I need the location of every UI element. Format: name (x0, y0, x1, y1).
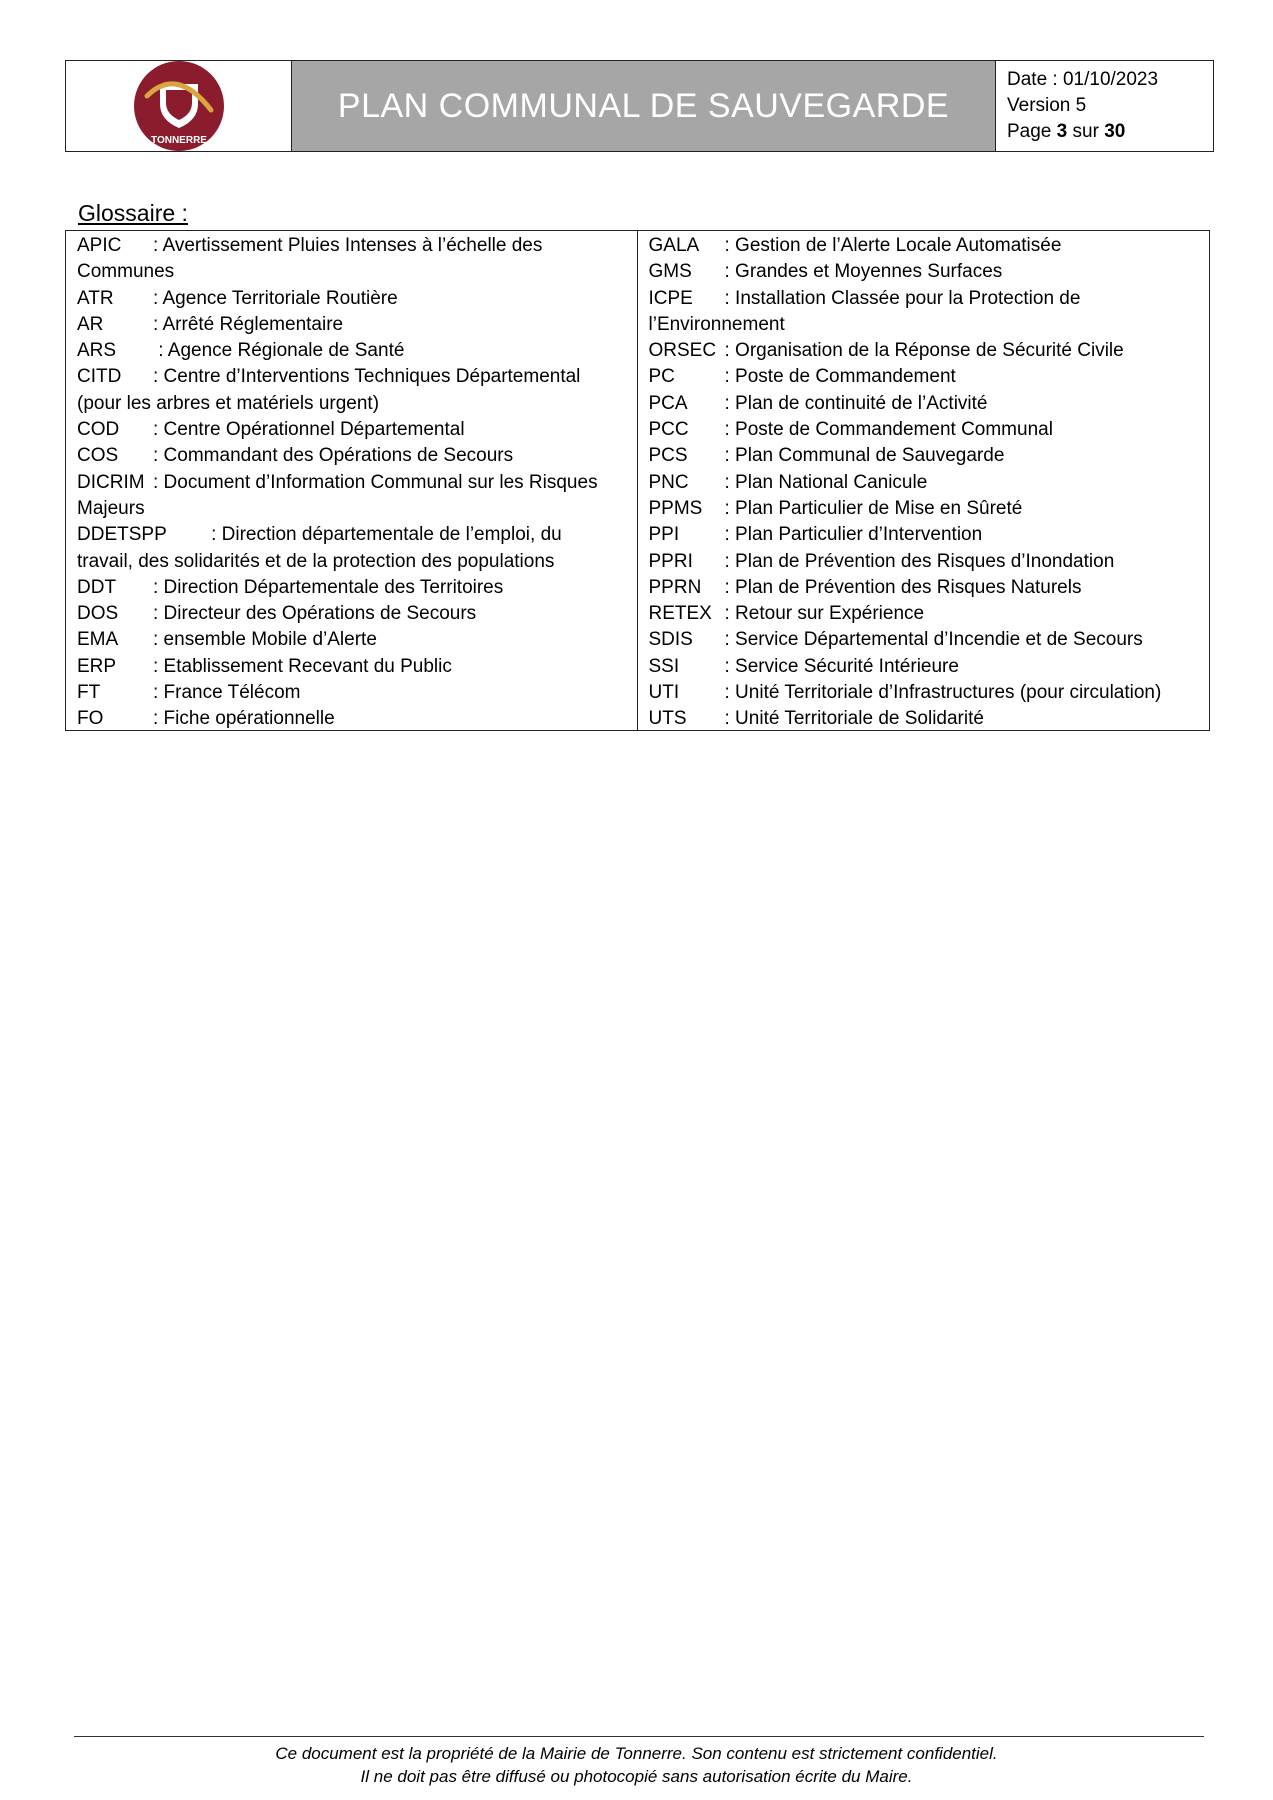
glossary-entry (649, 286, 1200, 312)
glossary-definition: : Commandant des Opérations de Secours (153, 445, 514, 467)
glossary-entry (649, 391, 1200, 417)
page-current: 3 (1056, 121, 1068, 142)
page-sep: sur (1067, 121, 1105, 142)
glossary-entry (649, 601, 1200, 627)
glossary-abbr: SDIS (648, 629, 693, 651)
glossary-definition-continuation: l’Environnement (648, 313, 785, 335)
glossary-definition: : Service Sécurité Intérieure (724, 655, 959, 677)
glossary-abbr: ICPE (648, 287, 693, 309)
glossary-definition: : Arrêté Réglementaire (153, 313, 344, 335)
glossary-entry (649, 364, 1200, 390)
glossary-abbr: GALA (648, 235, 700, 256)
glossary-entry (77, 312, 627, 338)
glossary-entry (649, 417, 1200, 443)
glossary-abbr: PCA (648, 392, 688, 414)
glossary-abbr: SSI (648, 655, 680, 677)
glossary-abbr: UTI (648, 682, 680, 704)
glossary-entry (77, 601, 627, 627)
glossary-right-column (638, 231, 1210, 730)
glossary-entry (649, 233, 1200, 259)
glossary-entry (649, 680, 1200, 706)
footer (0, 1742, 1273, 1788)
glossary-abbr: PNC (648, 471, 689, 493)
glossary-definition: : Agence Territoriale Routière (153, 287, 398, 309)
page-line (1007, 119, 1213, 145)
glossary-definition: : ensemble Mobile d’Alerte (153, 629, 377, 651)
glossary-definition: : Poste de Commandement (724, 366, 956, 388)
glossary-definition: : Avertissement Pluies Intenses à l’échelle des (153, 235, 543, 256)
logo-text: TONNERRE (150, 135, 207, 146)
glossary-abbr: DDT (77, 576, 117, 598)
glossary-abbr: RETEX (648, 603, 712, 625)
glossary-entry (77, 680, 627, 706)
glossary-abbr: DICRIM (77, 471, 145, 493)
glossary-definition: : Plan de Prévention des Risques d’Inondation (724, 550, 1115, 572)
glossary-definition: : France Télécom (153, 682, 301, 704)
glossary-entry (649, 627, 1200, 653)
glossary-entry (77, 338, 627, 364)
glossary-definition: : Poste de Commandement Communal (724, 419, 1053, 441)
glossary-definition-continuation: travail, des solidarités et de la protection des populations (77, 550, 555, 572)
glossary-definition: : Plan Particulier d’Intervention (724, 524, 983, 546)
glossary-abbr: PPRI (648, 550, 693, 572)
glossary-abbr: FT (77, 682, 101, 704)
glossary-definition: : Plan de continuité de l’Activité (724, 392, 988, 414)
glossary-entry (77, 233, 627, 259)
logo-cell (66, 61, 292, 151)
glossary-definition: : Unité Territoriale d’Infrastructures (pour circulation) (724, 682, 1162, 704)
glossary-entry (77, 364, 627, 390)
glossary-abbr: ERP (77, 655, 117, 677)
glossary-definition-continuation: Majeurs (77, 497, 145, 519)
glossary-abbr: EMA (77, 629, 119, 651)
glossary-definition: : Centre d’Interventions Techniques Départemental (153, 366, 581, 388)
glossary-entry (649, 443, 1200, 469)
glossary-entry (77, 286, 627, 312)
glossary-abbr: PCS (648, 445, 688, 467)
glossary-definition: : Service Départemental d’Incendie et de Secours (724, 629, 1143, 651)
glossary-abbr: GMS (648, 261, 692, 283)
glossary-entry (649, 575, 1200, 601)
glossary-definition: : Directeur des Opérations de Secours (153, 603, 477, 625)
glossary-entry (77, 470, 627, 496)
glossary-definition: : Etablissement Recevant du Public (153, 655, 452, 677)
glossary-abbr: PPRN (648, 576, 702, 598)
document-header (65, 60, 1214, 152)
glossary-entry (649, 522, 1200, 548)
glossary-definition: : Plan de Prévention des Risques Naturels (724, 576, 1082, 598)
glossary-entry (77, 443, 627, 469)
glossary-entry (649, 470, 1200, 496)
glossary-entry (649, 654, 1200, 680)
glossary-definition: : Centre Opérationnel Départemental (153, 419, 465, 441)
glossary-definition: : Agence Régionale de Santé (153, 340, 405, 362)
glossary-abbr: DOS (77, 603, 119, 625)
glossary-definition: : Retour sur Expérience (724, 603, 925, 625)
glossary-abbr: PC (648, 366, 675, 388)
glossary-definition: : Unité Territoriale de Solidarité (724, 708, 984, 730)
glossary-entry (77, 654, 627, 680)
glossary-abbr: CITD (77, 366, 122, 388)
glossary-entry (649, 338, 1200, 364)
glossary-entry (649, 706, 1200, 732)
glossary-abbr: PPMS (648, 497, 703, 519)
glossary-abbr: COS (77, 445, 119, 467)
date-line: Date : 01/10/2023 (1007, 69, 1159, 90)
glossary-abbr: ARS (77, 340, 117, 362)
version-line: Version 5 (1007, 95, 1087, 116)
glossary-title: Glossaire : (78, 200, 188, 226)
glossary-entry (77, 575, 627, 601)
glossary-definition: : Grandes et Moyennes Surfaces (724, 261, 1003, 283)
glossary-entry (649, 549, 1200, 575)
footer-divider (74, 1736, 1204, 1737)
page-prefix: Page (1007, 121, 1057, 142)
glossary-abbr: UTS (648, 708, 687, 730)
glossary-abbr: ORSEC (648, 340, 717, 362)
glossary-entry (77, 627, 627, 653)
glossary-definition: : Plan National Canicule (724, 471, 928, 493)
glossary-definition: : Gestion de l’Alerte Locale Automatisée (724, 235, 1062, 256)
glossary-definition: : Plan Particulier de Mise en Sûreté (724, 497, 1023, 519)
glossary-abbr: PPI (648, 524, 680, 546)
glossary-abbr: PCC (648, 419, 689, 441)
page-total: 30 (1104, 121, 1126, 142)
glossary-definition-continuation: (pour les arbres et matériels urgent) (77, 392, 380, 414)
glossary-abbr: ATR (77, 287, 114, 309)
footer-line-2: Il ne doit pas être diffusé ou photocopié sans autorisation écrite du Maire. (360, 1767, 913, 1786)
glossary-definition: : Direction départementale de l’emploi, du (153, 524, 562, 546)
glossary-left-column (66, 231, 638, 730)
document-meta (996, 61, 1213, 151)
tonnerre-logo (133, 60, 225, 152)
glossary-definition: : Fiche opérationnelle (153, 708, 335, 730)
document-title: PLAN COMMUNAL DE SAUVEGARDE (292, 61, 996, 151)
glossary-definition: : Document d’Information Communal sur les Risques (153, 471, 598, 493)
glossary-entry (77, 417, 627, 443)
glossary-abbr: DDETSPP (77, 524, 167, 546)
glossary-abbr: APIC (77, 235, 122, 256)
glossary-abbr: AR (77, 313, 104, 335)
glossary-abbr: COD (77, 419, 120, 441)
glossary-definition: : Organisation de la Réponse de Sécurité Civile (724, 340, 1124, 362)
footer-line-1: Ce document est la propriété de la Mairie de Tonnerre. Son contenu est strictement confidentiel. (275, 1744, 998, 1763)
glossary-definition: : Direction Départementale des Territoires (153, 576, 504, 598)
glossary-table (65, 230, 1210, 731)
glossary-abbr: FO (77, 708, 104, 730)
glossary-definition-continuation: Communes (77, 261, 175, 283)
glossary-entry (649, 259, 1200, 285)
glossary-entry (649, 496, 1200, 522)
glossary-definition: : Installation Classée pour la Protection de (724, 287, 1081, 309)
glossary-definition: : Plan Communal de Sauvegarde (724, 445, 1005, 467)
glossary-entry (77, 706, 627, 732)
glossary-entry (77, 522, 627, 548)
